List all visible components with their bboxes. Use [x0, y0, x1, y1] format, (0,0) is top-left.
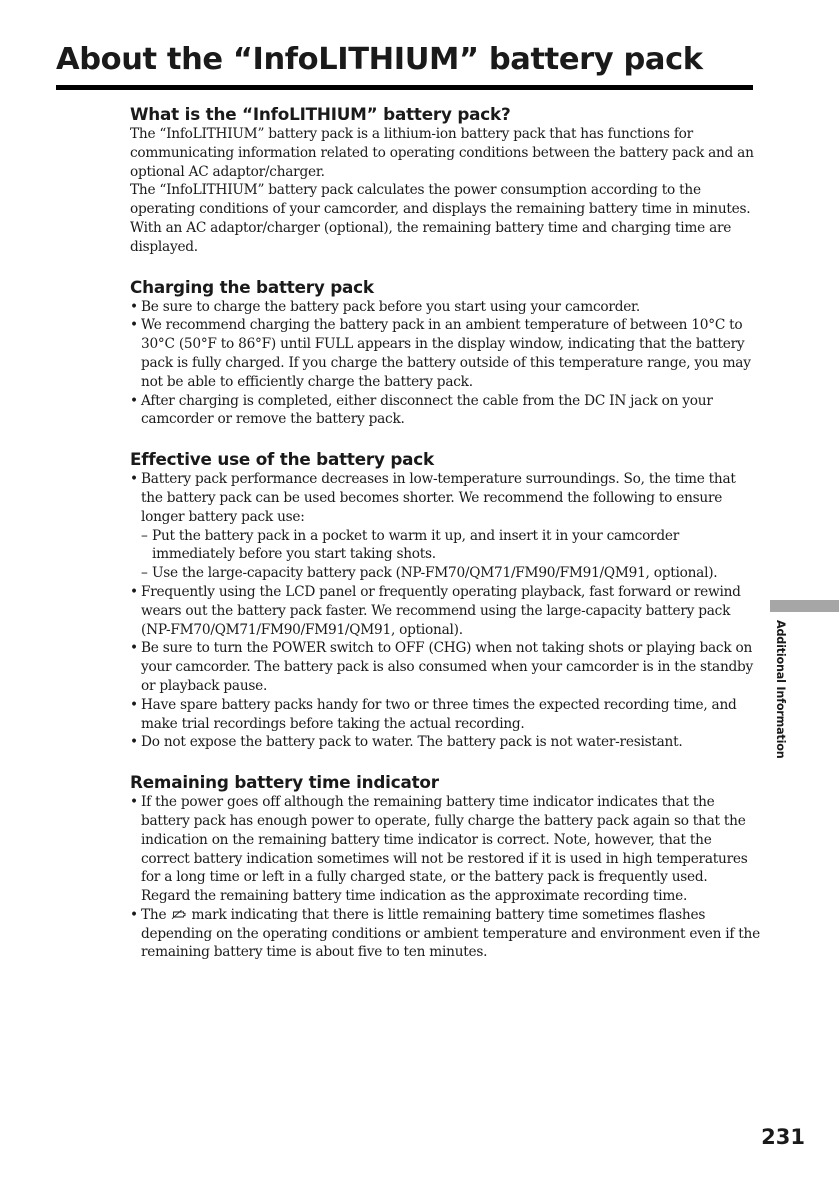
title-rule — [56, 85, 753, 90]
section-effective-use — [130, 445, 760, 752]
list-item: • Be sure to charge the battery pack before you start using your camcorder. — [130, 298, 760, 317]
low-battery-icon — [171, 909, 186, 920]
section-heading: Effective use of the battery pack — [130, 449, 435, 470]
page-number: 231 — [761, 1125, 805, 1149]
list-item-text: The — [141, 906, 167, 923]
list-item — [130, 470, 760, 583]
bullet-list — [130, 470, 760, 752]
list-item: • Do not expose the battery pack to water. The battery pack is not water-resistant. — [130, 733, 760, 752]
section-heading: Charging the battery pack — [130, 276, 374, 297]
section-charging — [130, 273, 760, 430]
list-item-text: Battery pack performance decreases in low-temperature surroundings. So, the time that the battery pack can be used becomes shorter. We recommend the following to ensure longer battery pack use: — [141, 471, 736, 525]
list-item: • We recommend charging the battery pack in an ambient temperature of between 10°C to 30°C (50°F to 86°F) until FULL appears in the display window, indicating that the battery pack is fully charged. If you charge the battery outside of this temperature range, you may not be able to efficiently charge the battery pack. — [130, 316, 760, 391]
section-tab-marker — [770, 600, 839, 612]
section-heading: What is the “InfoLITHIUM” battery pack? — [130, 104, 511, 124]
section-what-is — [130, 100, 760, 257]
page-title: About the “InfoLITHIUM” battery pack — [56, 42, 703, 77]
list-item — [130, 906, 760, 962]
side-label: Additional Information — [774, 620, 787, 759]
sub-list — [141, 527, 760, 583]
paragraph: The “InfoLITHIUM” battery pack is a lithium-ion battery pack that has functions for communicating information related to operating conditions between the battery pack and an optional AC adaptor/charger. — [130, 126, 754, 180]
paragraph: With an AC adaptor/charger (optional), the remaining battery time and charging time are displayed. — [130, 219, 732, 255]
sub-list-item: – Put the battery pack in a pocket to warm it up, and insert it in your camcorder immediately before you start taking shots. — [141, 527, 760, 565]
section-heading: Remaining battery time indicator — [130, 772, 439, 793]
list-item: • After charging is completed, either disconnect the cable from the DC IN jack on your camcorder or remove the battery pack. — [130, 392, 760, 430]
list-item: • If the power goes off although the remaining battery time indicator indicates that the battery pack has enough power to operate, fully charge the battery pack again so that the indication on the remaining battery time indicator is correct. Note, however, that the correct battery indication sometimes will not be restored if it is used in high temperatures for a long time or left in a fully charged state, or the battery pack is frequently used. Regard the remaining battery time indication as the approximate recording time. — [130, 793, 760, 906]
list-item: • Have spare battery packs handy for two or three times the expected recording time, and make trial recordings before taking the actual recording. — [130, 696, 760, 734]
paragraph: The “InfoLITHIUM” battery pack calculates the power consumption according to the operating conditions of your camcorder, and displays the remaining battery time in minutes. — [130, 182, 751, 218]
list-item: • Frequently using the LCD panel or frequently operating playback, fast forward or rewind wears out the battery pack faster. We recommend using the large-capacity battery pack (NP-FM70/QM71/FM90/FM91/QM91, optional). — [130, 583, 760, 639]
list-item: • Be sure to turn the POWER switch to OFF (CHG) when not taking shots or playing back on your camcorder. The battery pack is also consumed when your camcorder is in the standby or playback pause. — [130, 639, 760, 695]
section-remaining — [130, 768, 760, 962]
list-item-text: mark indicating that there is little remaining battery time sometimes flashes depending on the operating conditions or ambient temperature and environment even if the remaining battery time is about five to ten minutes. — [141, 906, 760, 961]
page-content — [130, 100, 760, 962]
bullet-list — [130, 793, 760, 962]
bullet-list — [130, 298, 760, 430]
sub-list-item: – Use the large-capacity battery pack (NP-FM70/QM71/FM90/FM91/QM91, optional). — [141, 564, 760, 583]
